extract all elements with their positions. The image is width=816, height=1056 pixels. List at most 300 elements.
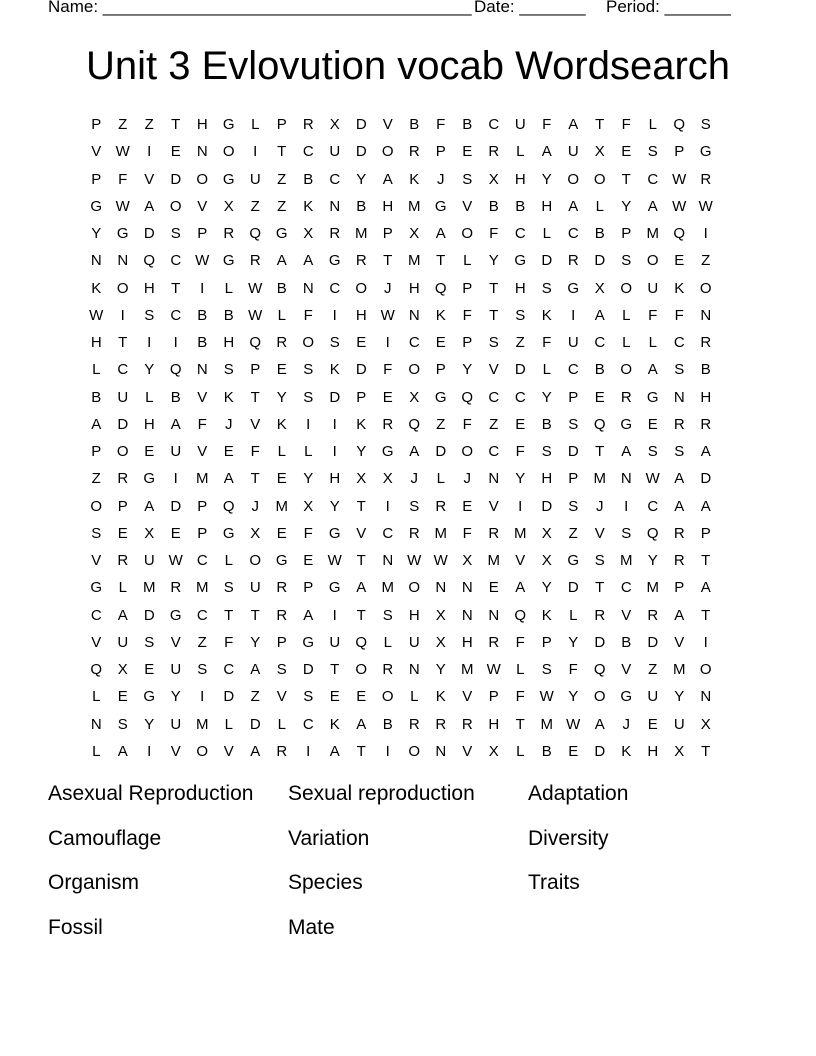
- grid-letter: S: [197, 661, 208, 678]
- grid-letter: B: [409, 116, 420, 133]
- grid-letter: A: [674, 470, 685, 488]
- name-field: Name: _______________________________________: [48, 0, 472, 16]
- grid-letter: Q: [143, 252, 156, 270]
- grid-letter: E: [515, 415, 526, 433]
- grid-letter: E: [647, 415, 658, 433]
- grid-letter: E: [594, 388, 605, 406]
- grid-letter: X: [303, 497, 314, 515]
- grid-letter: Y: [647, 552, 658, 569]
- grid-letter: O: [408, 361, 421, 379]
- grid-letter: Y: [462, 361, 473, 379]
- grid-letter: E: [488, 579, 499, 597]
- grid-letter: M: [593, 470, 606, 488]
- grid-letter: B: [541, 415, 552, 433]
- grid-letter: P: [117, 497, 128, 515]
- grid-letter: G: [381, 443, 394, 460]
- grid-letter: G: [699, 143, 712, 161]
- grid-letter: N: [302, 279, 314, 297]
- grid-letter: Z: [250, 197, 260, 215]
- grid-letter: F: [515, 688, 525, 706]
- grid-letter: Y: [435, 661, 446, 678]
- grid-letter: M: [620, 552, 633, 569]
- grid-letter: P: [197, 497, 208, 515]
- grid-letter: M: [381, 579, 394, 597]
- grid-letter: U: [647, 688, 659, 706]
- grid-letter: T: [118, 334, 128, 351]
- grid-letter: O: [699, 661, 712, 678]
- grid-letter: S: [303, 388, 314, 406]
- grid-letter: A: [674, 497, 685, 515]
- grid-letter: X: [488, 170, 499, 188]
- grid-letter: C: [594, 334, 606, 351]
- grid-letter: R: [117, 470, 129, 488]
- grid-letter: A: [700, 443, 711, 460]
- grid-letter: X: [462, 552, 473, 569]
- grid-letter: T: [595, 116, 605, 133]
- grid-letter: Y: [356, 170, 367, 188]
- grid-letter: Y: [568, 633, 579, 651]
- grid-letter: O: [90, 497, 103, 515]
- grid-letter: Y: [170, 688, 181, 706]
- grid-letter: J: [225, 415, 233, 433]
- period-field: Period: _______: [606, 0, 731, 16]
- grid-letter: E: [621, 143, 632, 161]
- grid-letter: W: [115, 143, 130, 161]
- grid-letter: P: [197, 225, 208, 242]
- grid-letter: T: [489, 306, 499, 324]
- grid-letter: I: [703, 225, 708, 242]
- grid-letter: L: [516, 661, 525, 678]
- grid-letter: A: [356, 715, 367, 733]
- grid-letter: S: [647, 443, 658, 460]
- grid-letter: Z: [701, 252, 711, 270]
- grid-letter: Z: [144, 116, 154, 133]
- grid-letter: O: [381, 143, 394, 161]
- grid-letter: G: [169, 606, 182, 624]
- grid-letter: B: [356, 197, 367, 215]
- grid-letter: U: [249, 170, 261, 188]
- grid-letter: H: [355, 306, 367, 324]
- grid-letter: O: [699, 279, 712, 297]
- grid-letter: A: [594, 715, 605, 733]
- grid-letter: Z: [648, 661, 658, 678]
- grid-letter: V: [197, 197, 208, 215]
- grid-letter: U: [170, 443, 182, 460]
- grid-letter: P: [303, 579, 314, 597]
- grid-letter: K: [621, 742, 632, 760]
- grid-letter: A: [303, 606, 314, 624]
- grid-letter: J: [437, 170, 445, 188]
- grid-letter: T: [356, 742, 366, 760]
- grid-letter: T: [701, 742, 711, 760]
- grid-letter: I: [147, 742, 152, 760]
- grid-letter: V: [594, 524, 605, 542]
- grid-letter: P: [435, 143, 446, 161]
- grid-letter: M: [143, 579, 156, 597]
- grid-letter: N: [196, 143, 208, 161]
- grid-letter: L: [569, 606, 578, 624]
- grid-letter: G: [567, 279, 580, 297]
- grid-letter: H: [541, 197, 553, 215]
- grid-letter: I: [332, 443, 337, 460]
- grid-letter: Y: [91, 225, 102, 242]
- grid-letter: U: [673, 715, 685, 733]
- grid-letter: S: [541, 443, 552, 460]
- grid-letter: S: [568, 497, 579, 515]
- grid-letter: I: [385, 334, 390, 351]
- grid-letter: D: [514, 361, 526, 379]
- grid-letter: R: [382, 415, 394, 433]
- grid-letter: W: [327, 552, 342, 569]
- grid-letter: M: [408, 197, 421, 215]
- grid-letter: Q: [673, 225, 686, 242]
- grid-letter: L: [224, 552, 233, 569]
- grid-letter: R: [223, 225, 235, 242]
- grid-letter: D: [355, 116, 367, 133]
- grid-letter: H: [461, 633, 473, 651]
- grid-letter: A: [568, 116, 579, 133]
- grid-letter: S: [409, 497, 420, 515]
- grid-letter: P: [462, 279, 473, 297]
- grid-letter: C: [620, 579, 632, 597]
- grid-letter: G: [222, 524, 235, 542]
- grid-letter: D: [435, 443, 447, 460]
- grid-letter: M: [196, 579, 209, 597]
- page-title: Unit 3 Evlovution vocab Wordsearch: [85, 44, 731, 88]
- grid-letter: T: [250, 470, 260, 488]
- grid-letter: D: [594, 252, 606, 270]
- grid-letter: F: [489, 225, 499, 242]
- grid-letter: I: [173, 470, 178, 488]
- grid-letter: P: [91, 443, 102, 460]
- grid-letter: Q: [593, 415, 606, 433]
- grid-letter: T: [489, 279, 499, 297]
- grid-letter: Q: [434, 279, 447, 297]
- grid-letter: O: [196, 170, 209, 188]
- grid-letter: M: [196, 715, 209, 733]
- grid-letter: X: [303, 225, 314, 242]
- word-list-item: Traits: [528, 871, 580, 894]
- grid-letter: T: [330, 661, 340, 678]
- grid-letter: L: [251, 116, 260, 133]
- grid-letter: K: [276, 415, 287, 433]
- grid-letter: D: [249, 715, 261, 733]
- grid-letter: B: [488, 197, 499, 215]
- word-list-item: Variation: [288, 826, 370, 850]
- grid-letter: B: [303, 170, 314, 188]
- grid-letter: V: [488, 361, 499, 379]
- grid-letter: P: [91, 170, 102, 188]
- grid-letter: W: [672, 197, 687, 215]
- grid-letter: B: [382, 715, 393, 733]
- grid-letter: H: [541, 470, 553, 488]
- grid-letter: P: [488, 688, 499, 706]
- grid-letter: R: [567, 252, 579, 270]
- grid-letter: G: [302, 633, 315, 651]
- grid-letter: H: [90, 334, 102, 351]
- grid-letter: L: [622, 334, 631, 351]
- grid-letter: A: [568, 197, 579, 215]
- grid-letter: D: [541, 497, 553, 515]
- grid-letter: F: [436, 116, 446, 133]
- grid-letter: Y: [541, 388, 552, 406]
- grid-letter: G: [222, 170, 235, 188]
- grid-letter: R: [355, 252, 367, 270]
- grid-letter: E: [462, 143, 473, 161]
- grid-letter: I: [571, 306, 576, 324]
- grid-letter: N: [382, 552, 394, 569]
- grid-letter: I: [173, 334, 178, 351]
- grid-letter: A: [250, 742, 261, 760]
- grid-letter: V: [170, 633, 181, 651]
- grid-letter: L: [92, 742, 101, 760]
- grid-letter: R: [249, 252, 261, 270]
- grid-letter: G: [222, 116, 235, 133]
- grid-letter: X: [700, 715, 711, 733]
- grid-letter: F: [648, 306, 658, 324]
- grid-letter: N: [700, 688, 712, 706]
- grid-letter: T: [515, 715, 525, 733]
- grid-letter: S: [223, 361, 234, 379]
- grid-letter: S: [674, 443, 685, 460]
- grid-letter: F: [303, 306, 313, 324]
- grid-letter: D: [541, 252, 553, 270]
- grid-letter: H: [382, 197, 394, 215]
- grid-letter: K: [329, 361, 340, 379]
- grid-letter: T: [595, 579, 605, 597]
- grid-letter: W: [672, 170, 687, 188]
- grid-letter: A: [541, 143, 552, 161]
- grid-letter: U: [143, 552, 155, 569]
- grid-letter: Y: [250, 633, 261, 651]
- grid-letter: V: [91, 633, 102, 651]
- grid-letter: V: [91, 552, 102, 569]
- word-list-item: Mate: [288, 915, 335, 939]
- grid-letter: C: [647, 497, 659, 515]
- grid-letter: G: [620, 688, 633, 706]
- grid-letter: S: [700, 116, 711, 133]
- grid-letter: Y: [303, 470, 314, 488]
- grid-letter: C: [488, 116, 500, 133]
- grid-letter: F: [462, 306, 472, 324]
- grid-letter: M: [646, 579, 659, 597]
- grid-letter: Z: [91, 470, 101, 488]
- grid-letter: B: [170, 388, 181, 406]
- grid-letter: L: [648, 334, 657, 351]
- grid-letter: L: [277, 306, 286, 324]
- grid-letter: L: [277, 443, 286, 460]
- grid-letter: A: [700, 497, 711, 515]
- grid-letter: J: [463, 470, 471, 488]
- grid-letter: E: [223, 443, 234, 460]
- grid-letter: Z: [118, 116, 128, 133]
- grid-letter: K: [356, 415, 367, 433]
- grid-letter: L: [463, 252, 472, 270]
- grid-letter: C: [329, 170, 341, 188]
- grid-letter: P: [382, 225, 393, 242]
- grid-letter: T: [224, 606, 234, 624]
- grid-letter: T: [701, 606, 711, 624]
- grid-letter: U: [170, 661, 182, 678]
- grid-letter: K: [541, 606, 552, 624]
- grid-letter: L: [92, 361, 101, 379]
- grid-letter: S: [91, 524, 102, 542]
- grid-letter: E: [462, 497, 473, 515]
- word-list-item: Adaptation: [528, 782, 629, 805]
- grid-letter: C: [302, 143, 314, 161]
- grid-letter: M: [408, 252, 421, 270]
- grid-letter: N: [488, 606, 500, 624]
- grid-letter: P: [674, 579, 685, 597]
- grid-letter: V: [462, 197, 473, 215]
- grid-letter: W: [407, 552, 422, 569]
- grid-letter: G: [90, 197, 103, 215]
- grid-letter: E: [276, 470, 287, 488]
- grid-letter: N: [329, 197, 341, 215]
- grid-letter: A: [144, 197, 155, 215]
- grid-letter: R: [276, 334, 288, 351]
- grid-letter: Y: [144, 361, 155, 379]
- grid-letter: R: [117, 552, 129, 569]
- grid-letter: O: [593, 170, 606, 188]
- grid-letter: R: [408, 143, 420, 161]
- grid-letter: R: [408, 715, 420, 733]
- grid-letter: B: [541, 742, 552, 760]
- grid-letter: Z: [277, 197, 287, 215]
- grid-letter: L: [277, 715, 286, 733]
- grid-letter: E: [117, 688, 128, 706]
- grid-letter: N: [408, 306, 420, 324]
- grid-letter: R: [461, 715, 473, 733]
- grid-letter: H: [143, 279, 155, 297]
- grid-letter: Z: [515, 334, 525, 351]
- grid-letter: E: [435, 334, 446, 351]
- grid-letter: B: [621, 633, 632, 651]
- grid-letter: S: [144, 306, 155, 324]
- grid-letter: V: [382, 116, 393, 133]
- grid-letter: E: [170, 524, 181, 542]
- grid-letter: C: [408, 334, 420, 351]
- grid-letter: F: [621, 116, 631, 133]
- grid-letter: H: [700, 388, 712, 406]
- grid-letter: T: [383, 252, 393, 270]
- grid-letter: S: [329, 334, 340, 351]
- grid-letter: N: [620, 470, 632, 488]
- date-field: Date: _______: [474, 0, 586, 16]
- grid-letter: F: [383, 361, 393, 379]
- grid-letter: S: [541, 661, 552, 678]
- grid-letter: O: [355, 661, 368, 678]
- word-list-item: Diversity: [528, 826, 609, 850]
- grid-letter: N: [700, 306, 712, 324]
- grid-letter: W: [566, 715, 581, 733]
- grid-letter: X: [409, 388, 420, 406]
- grid-letter: G: [143, 470, 156, 488]
- grid-letter: D: [567, 443, 579, 460]
- grid-letter: L: [542, 225, 551, 242]
- grid-letter: E: [356, 334, 367, 351]
- grid-letter: H: [329, 470, 341, 488]
- grid-letter: E: [568, 742, 579, 760]
- grid-letter: N: [461, 606, 473, 624]
- grid-letter: H: [143, 415, 155, 433]
- grid-letter: G: [567, 552, 580, 569]
- grid-letter: D: [143, 225, 155, 242]
- word-list-item: Fossil: [48, 915, 103, 939]
- grid-letter: L: [304, 443, 313, 460]
- grid-letter: Q: [169, 361, 182, 379]
- grid-letter: P: [91, 116, 102, 133]
- grid-letter: L: [383, 633, 392, 651]
- grid-letter: P: [356, 388, 367, 406]
- grid-letter: X: [435, 606, 446, 624]
- grid-letter: M: [461, 661, 474, 678]
- grid-letter: D: [302, 661, 314, 678]
- grid-letter: W: [433, 552, 448, 569]
- grid-letter: E: [329, 688, 340, 706]
- grid-letter: X: [541, 552, 552, 569]
- grid-letter: C: [170, 252, 182, 270]
- grid-letter: L: [622, 306, 631, 324]
- grid-letter: W: [539, 688, 554, 706]
- grid-letter: T: [171, 279, 181, 297]
- grid-letter: S: [170, 225, 181, 242]
- grid-letter: V: [621, 606, 632, 624]
- grid-letter: E: [170, 143, 181, 161]
- grid-letter: O: [249, 552, 262, 569]
- grid-letter: D: [223, 688, 235, 706]
- grid-letter: F: [462, 415, 472, 433]
- grid-letter: Y: [541, 579, 552, 597]
- grid-letter: Y: [621, 197, 632, 215]
- grid-letter: D: [355, 143, 367, 161]
- grid-letter: A: [276, 252, 287, 270]
- grid-letter: E: [382, 388, 393, 406]
- grid-letter: V: [488, 497, 499, 515]
- grid-letter: X: [250, 524, 261, 542]
- grid-letter: T: [356, 606, 366, 624]
- grid-letter: R: [276, 606, 288, 624]
- grid-letter: T: [436, 252, 446, 270]
- grid-letter: F: [674, 306, 684, 324]
- grid-letter: P: [435, 361, 446, 379]
- grid-letter: H: [514, 170, 526, 188]
- grid-letter: R: [302, 116, 314, 133]
- grid-letter: V: [356, 524, 367, 542]
- grid-letter: C: [302, 715, 314, 733]
- grid-letter: Q: [249, 225, 262, 242]
- grid-letter: Q: [222, 497, 235, 515]
- grid-letter: Q: [355, 633, 368, 651]
- grid-letter: N: [196, 361, 208, 379]
- grid-letter: P: [700, 524, 711, 542]
- grid-letter: Q: [461, 388, 474, 406]
- grid-letter: V: [197, 443, 208, 460]
- grid-letter: V: [170, 742, 181, 760]
- grid-letter: T: [250, 388, 260, 406]
- grid-letter: Y: [144, 715, 155, 733]
- grid-letter: R: [488, 143, 500, 161]
- grid-letter: P: [568, 388, 579, 406]
- grid-letter: S: [541, 279, 552, 297]
- grid-letter: Y: [515, 470, 526, 488]
- grid-letter: T: [356, 552, 366, 569]
- grid-letter: A: [223, 470, 234, 488]
- grid-letter: L: [92, 688, 101, 706]
- grid-letter: R: [673, 524, 685, 542]
- grid-letter: L: [224, 715, 233, 733]
- grid-letter: R: [673, 415, 685, 433]
